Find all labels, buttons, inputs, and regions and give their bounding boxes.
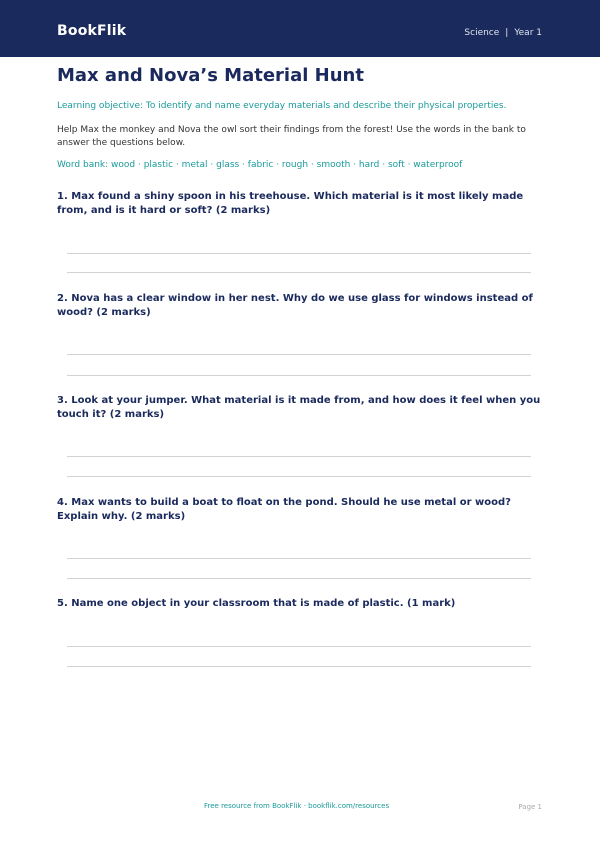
answer-line[interactable] xyxy=(67,666,531,667)
question-4: 4. Max wants to build a boat to float on the pond. Should he use metal or wood? Explain why. (2 marks) xyxy=(57,497,511,522)
answer-line[interactable] xyxy=(67,354,531,355)
answer-line[interactable] xyxy=(67,646,531,647)
question-3: 3. Look at your jumper. What material is it made from, and how does it feel when you touch it? (2 marks) xyxy=(57,395,541,420)
answer-line[interactable] xyxy=(67,476,531,477)
subject-separator: | xyxy=(505,28,509,38)
page-header xyxy=(0,0,600,57)
footer-credit: Free resource from BookFlik · bookflik.com/resources xyxy=(204,802,390,810)
brand-logo-text: BookFlik xyxy=(57,23,127,39)
answer-line[interactable] xyxy=(67,578,531,579)
worksheet-title: Max and Nova’s Material Hunt xyxy=(57,65,364,86)
year-label: Year 1 xyxy=(514,28,542,38)
page-number: Page 1 xyxy=(518,803,542,811)
word-bank: Word bank: wood · plastic · metal · glass · fabric · rough · smooth · hard · soft · waterproof xyxy=(57,160,463,170)
answer-line[interactable] xyxy=(67,558,531,559)
question-5: 5. Name one object in your classroom that is made of plastic. (1 mark) xyxy=(57,598,456,609)
answer-line[interactable] xyxy=(67,456,531,457)
learning-objective: Learning objective: To identify and name everyday materials and describe their physical properties. xyxy=(57,101,507,111)
subject-label: Science xyxy=(464,28,500,38)
question-1: 1. Max found a shiny spoon in his treehouse. Which material is it most likely made from, and is it hard or soft? (2 marks) xyxy=(57,191,524,216)
subject-year-label xyxy=(464,28,542,38)
question-2: 2. Nova has a clear window in her nest. Why do we use glass for windows instead of wood? (2 marks) xyxy=(57,293,533,318)
answer-line[interactable] xyxy=(67,253,531,254)
answer-line[interactable] xyxy=(67,375,531,376)
answer-line[interactable] xyxy=(67,272,531,273)
intro-text: Help Max the monkey and Nova the owl sort their findings from the forest! Use the words in the bank to answer the questions below. xyxy=(57,125,526,148)
